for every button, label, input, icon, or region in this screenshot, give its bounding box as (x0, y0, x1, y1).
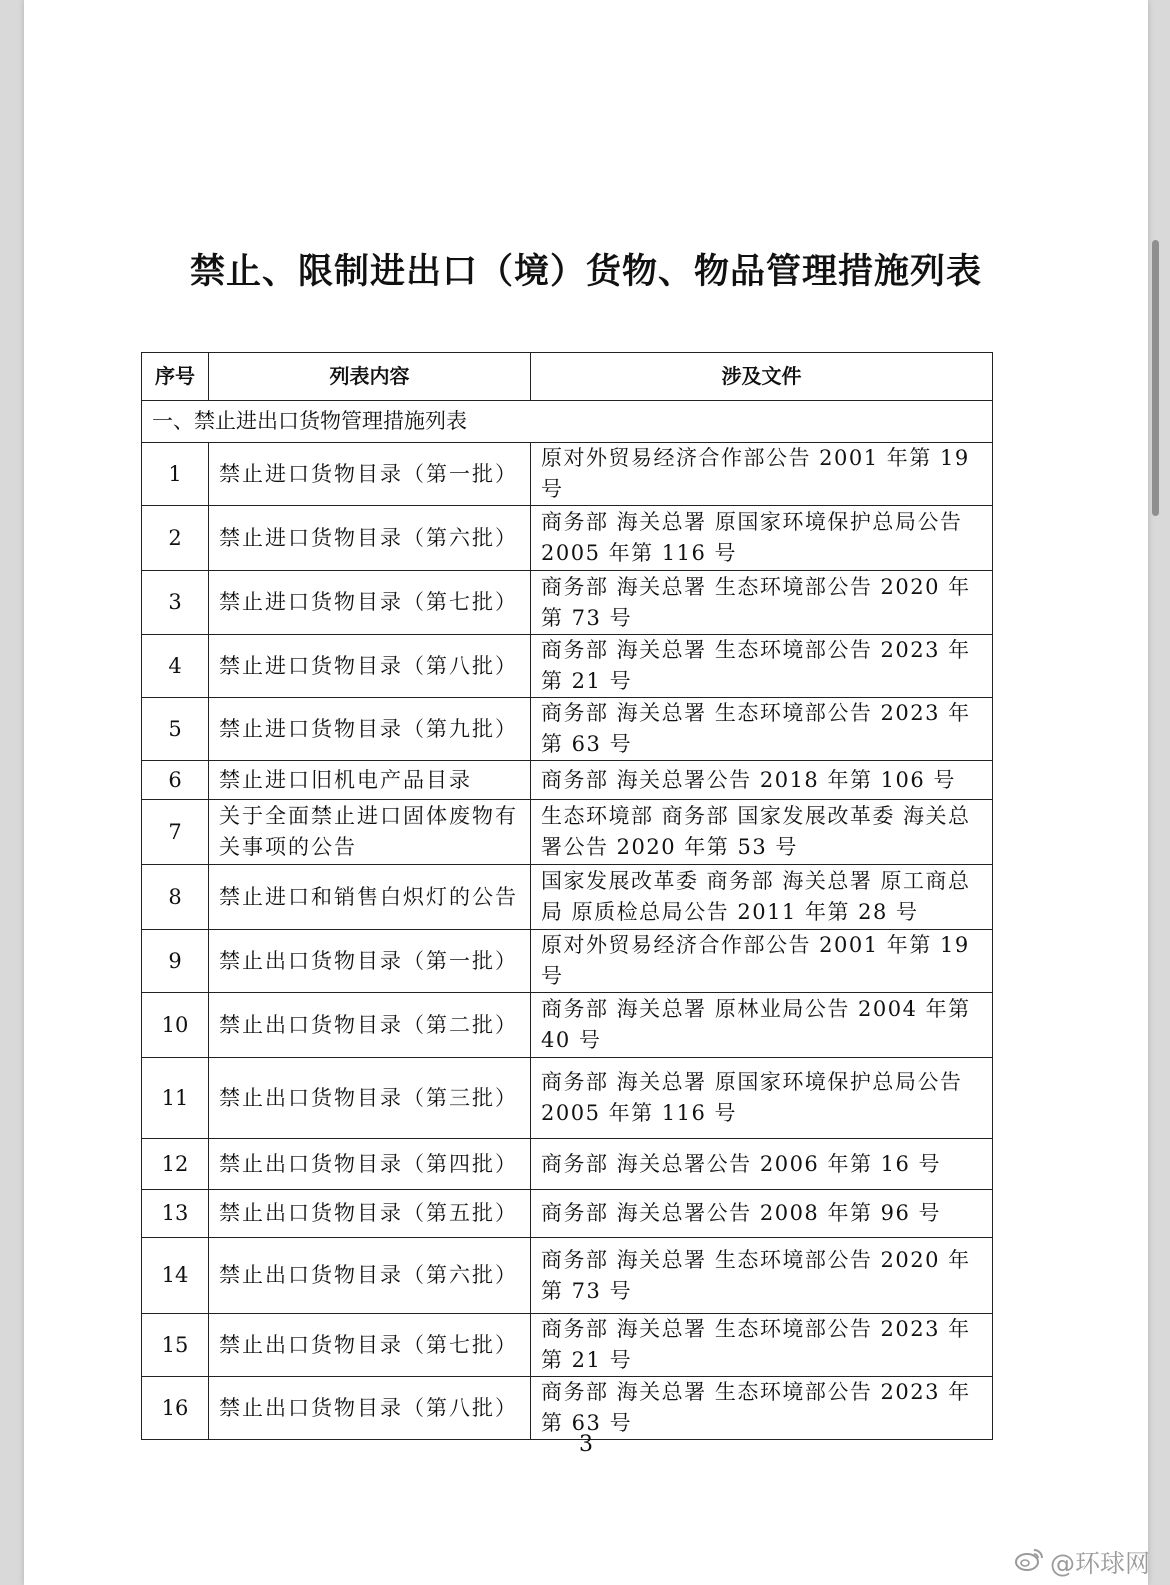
row-documents: 商务部 海关总署 生态环境部公告 2023 年第 21 号 (531, 635, 993, 698)
row-documents: 商务部 海关总署 生态环境部公告 2023 年第 63 号 (531, 698, 993, 761)
row-documents: 生态环境部 商务部 国家发展改革委 海关总署公告 2020 年第 53 号 (531, 800, 993, 865)
row-number: 6 (142, 761, 209, 800)
weibo-icon (1014, 1546, 1044, 1578)
table-row (142, 506, 993, 571)
document-title: 禁止、限制进出口（境）货物、物品管理措施列表 (189, 252, 982, 292)
row-documents: 商务部 海关总署 生态环境部公告 2023 年第 63 号 (531, 1377, 993, 1440)
section-row (142, 401, 993, 443)
table-row (142, 1139, 993, 1190)
table-row (142, 443, 993, 506)
watermark (1014, 1544, 1150, 1580)
row-documents: 商务部 海关总署公告 2018 年第 106 号 (531, 761, 993, 800)
table-row (142, 1238, 993, 1314)
row-content: 禁止进口货物目录（第九批） (209, 698, 531, 761)
watermark-text: @环球网 (1049, 1549, 1150, 1578)
table-row (142, 761, 993, 800)
row-number: 8 (142, 865, 209, 930)
row-documents: 商务部 海关总署 原国家环境保护总局公告 2005 年第 116 号 (531, 1058, 993, 1139)
table-row (142, 993, 993, 1058)
row-content: 禁止出口货物目录（第八批） (209, 1377, 531, 1440)
table-row (142, 571, 993, 635)
table-row (142, 800, 993, 865)
row-content: 禁止进口货物目录（第七批） (209, 571, 531, 635)
row-documents: 国家发展改革委 商务部 海关总署 原工商总局 原质检总局公告 2011 年第 28 号 (531, 865, 993, 930)
table-row (142, 1377, 993, 1440)
section-title: 一、禁止进出口货物管理措施列表 (142, 401, 993, 443)
row-number: 7 (142, 800, 209, 865)
row-content: 禁止进口旧机电产品目录 (209, 761, 531, 800)
table-row (142, 865, 993, 930)
row-number: 4 (142, 635, 209, 698)
page-number: 3 (579, 1432, 593, 1457)
row-content: 禁止出口货物目录（第七批） (209, 1314, 531, 1377)
header-content: 列表内容 (209, 353, 531, 401)
row-content: 禁止出口货物目录（第二批） (209, 993, 531, 1058)
row-number: 14 (142, 1238, 209, 1314)
row-documents: 商务部 海关总署公告 2006 年第 16 号 (531, 1139, 993, 1190)
row-number: 15 (142, 1314, 209, 1377)
row-number: 12 (142, 1139, 209, 1190)
row-documents: 商务部 海关总署 生态环境部公告 2023 年第 21 号 (531, 1314, 993, 1377)
measures-table (141, 352, 993, 1440)
scrollbar[interactable] (1152, 240, 1159, 516)
table-row (142, 698, 993, 761)
row-documents: 商务部 海关总署公告 2008 年第 96 号 (531, 1190, 993, 1238)
table-row (142, 1314, 993, 1377)
row-number: 5 (142, 698, 209, 761)
row-content: 禁止出口货物目录（第三批） (209, 1058, 531, 1139)
row-documents: 商务部 海关总署 生态环境部公告 2020 年第 73 号 (531, 571, 993, 635)
row-content: 禁止进口货物目录（第一批） (209, 443, 531, 506)
row-content: 禁止出口货物目录（第五批） (209, 1190, 531, 1238)
row-number: 11 (142, 1058, 209, 1139)
row-documents: 商务部 海关总署 生态环境部公告 2020 年第 73 号 (531, 1238, 993, 1314)
row-content: 禁止出口货物目录（第一批） (209, 930, 531, 993)
row-number: 9 (142, 930, 209, 993)
row-number: 1 (142, 443, 209, 506)
row-number: 13 (142, 1190, 209, 1238)
row-documents: 商务部 海关总署 原林业局公告 2004 年第 40 号 (531, 993, 993, 1058)
table-row (142, 1190, 993, 1238)
row-content: 禁止进口货物目录（第八批） (209, 635, 531, 698)
row-documents: 商务部 海关总署 原国家环境保护总局公告 2005 年第 116 号 (531, 506, 993, 571)
row-content: 禁止出口货物目录（第六批） (209, 1238, 531, 1314)
row-number: 16 (142, 1377, 209, 1440)
header-documents: 涉及文件 (531, 353, 993, 401)
row-content: 禁止出口货物目录（第四批） (209, 1139, 531, 1190)
table-row (142, 635, 993, 698)
row-number: 3 (142, 571, 209, 635)
row-number: 10 (142, 993, 209, 1058)
table-row (142, 930, 993, 993)
row-content: 关于全面禁止进口固体废物有关事项的公告 (209, 800, 531, 865)
header-number: 序号 (142, 353, 209, 401)
table-row (142, 1058, 993, 1139)
row-content: 禁止进口和销售白炽灯的公告 (209, 865, 531, 930)
row-documents: 原对外贸易经济合作部公告 2001 年第 19 号 (531, 443, 993, 506)
row-content: 禁止进口货物目录（第六批） (209, 506, 531, 571)
row-documents: 原对外贸易经济合作部公告 2001 年第 19 号 (531, 930, 993, 993)
table-header-row (142, 353, 993, 401)
row-number: 2 (142, 506, 209, 571)
